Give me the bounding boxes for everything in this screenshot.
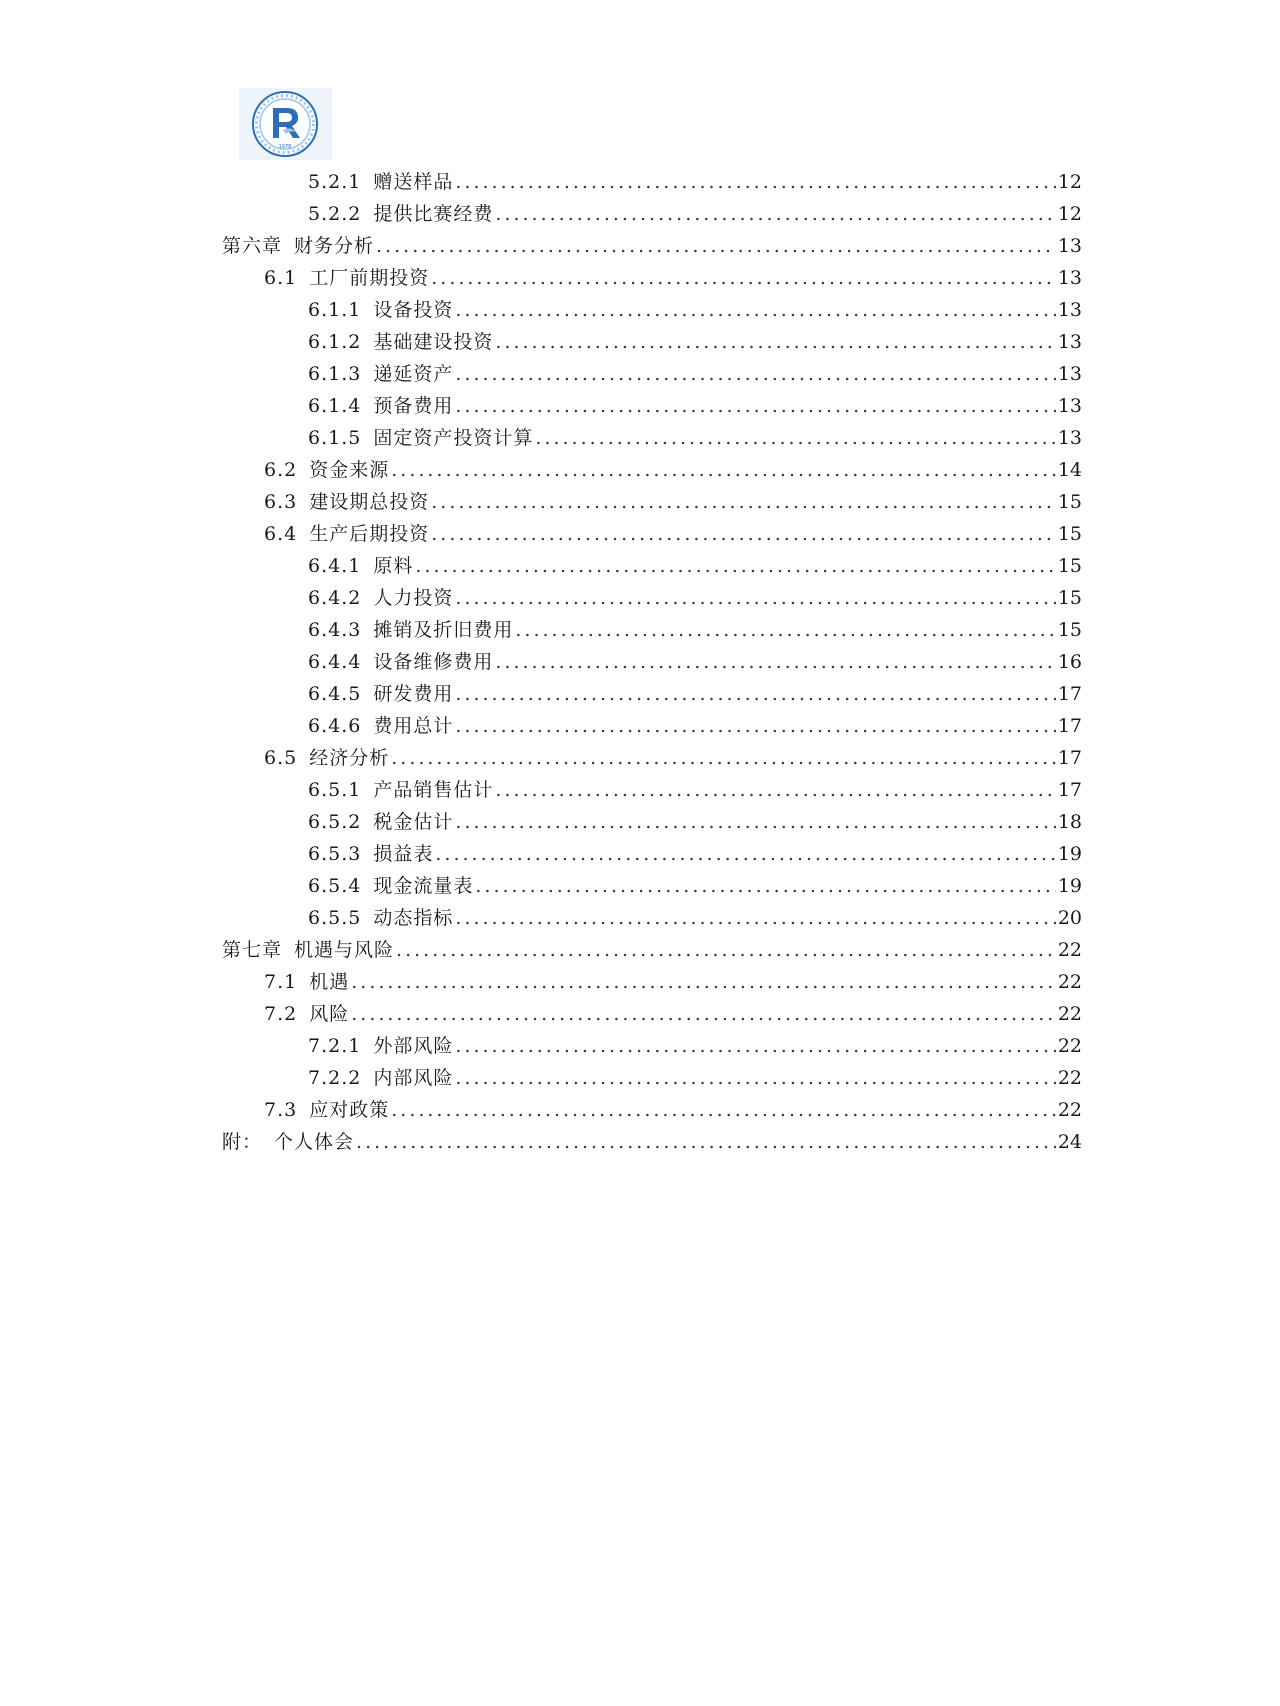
- toc-dot-leader: [376, 230, 1056, 262]
- toc-entry-title: 动态指标: [373, 907, 454, 929]
- toc-entry-title: 研发费用: [373, 683, 454, 705]
- toc-entry-page-number: 13: [1057, 267, 1082, 289]
- toc-entry[interactable]: [222, 262, 1082, 294]
- toc-entry[interactable]: [222, 198, 1082, 230]
- toc-dot-leader: [391, 1094, 1056, 1126]
- university-emblem-icon: [239, 88, 332, 160]
- toc-entry-number: 7.2.1: [308, 1035, 362, 1057]
- toc-entry-number: 7.3: [264, 1099, 298, 1121]
- toc-entry-title: 人力投资: [373, 587, 454, 609]
- toc-dot-leader: [455, 1030, 1055, 1062]
- toc-entry-page-number: 19: [1057, 843, 1082, 865]
- toc-dot-leader: [351, 998, 1056, 1030]
- toc-dot-leader: [455, 710, 1055, 742]
- toc-entry-title: 风险: [309, 1003, 350, 1025]
- toc-entry[interactable]: [222, 934, 1082, 966]
- toc-entry-number: 6.5.4: [308, 875, 362, 897]
- toc-entry-page-number: 22: [1057, 971, 1082, 993]
- toc-entry-title: 机遇与风险: [294, 939, 395, 961]
- toc-entry-title: 经济分析: [309, 747, 390, 769]
- toc-entry-title: 现金流量表: [373, 875, 474, 897]
- toc-entry[interactable]: [222, 518, 1082, 550]
- toc-entry-title: 原料: [373, 555, 414, 577]
- toc-dot-leader: [455, 294, 1055, 326]
- toc-entry-title: 外部风险: [373, 1035, 454, 1057]
- toc-dot-leader: [475, 870, 1055, 902]
- toc-entry[interactable]: [222, 454, 1082, 486]
- toc-dot-leader: [351, 966, 1056, 998]
- svg-text:1978: 1978: [278, 144, 292, 150]
- toc-entry-title: 设备维修费用: [373, 651, 494, 673]
- toc-entry-title: 摊销及折旧费用: [373, 619, 514, 641]
- toc-entry-page-number: 22: [1057, 939, 1082, 961]
- toc-entry[interactable]: [222, 1094, 1082, 1126]
- toc-entry[interactable]: [222, 358, 1082, 390]
- toc-entry-title: 递延资产: [373, 363, 454, 385]
- toc-entry-page-number: 13: [1057, 331, 1082, 353]
- toc-entry-number: 6.1.5: [308, 427, 362, 449]
- toc-dot-leader: [455, 678, 1055, 710]
- toc-entry-number: 6.5.3: [308, 843, 362, 865]
- toc-entry-title: 固定资产投资计算: [373, 427, 534, 449]
- toc-dot-leader: [415, 550, 1055, 582]
- toc-entry-title: 个人体会: [274, 1131, 355, 1153]
- toc-entry-number: 6.3: [264, 491, 298, 513]
- toc-dot-leader: [455, 166, 1055, 198]
- toc-entry-number: 6.4: [264, 523, 298, 545]
- toc-entry-title: 税金估计: [373, 811, 454, 833]
- toc-entry-page-number: 13: [1057, 299, 1082, 321]
- toc-entry-title: 建设期总投资: [309, 491, 430, 513]
- toc-entry-page-number: 13: [1057, 363, 1082, 385]
- toc-entry[interactable]: [222, 1062, 1082, 1094]
- toc-entry-page-number: 14: [1057, 459, 1082, 481]
- toc-entry-number: 7.2: [264, 1003, 298, 1025]
- toc-entry[interactable]: [222, 806, 1082, 838]
- toc-entry-page-number: 22: [1057, 1003, 1082, 1025]
- toc-entry-page-number: 15: [1057, 491, 1082, 513]
- toc-entry-title: 提供比赛经费: [373, 203, 494, 225]
- toc-entry-number: 6.4.3: [308, 619, 362, 641]
- toc-entry-page-number: 12: [1057, 171, 1082, 193]
- toc-entry-number: 第七章: [222, 939, 283, 961]
- toc-entry-page-number: 16: [1057, 651, 1082, 673]
- toc-dot-leader: [495, 646, 1055, 678]
- toc-entry[interactable]: [222, 1030, 1082, 1062]
- toc-entry[interactable]: [222, 838, 1082, 870]
- toc-entry-page-number: 13: [1057, 395, 1082, 417]
- toc-entry-number: 6.4.6: [308, 715, 362, 737]
- toc-dot-leader: [455, 582, 1055, 614]
- toc-entry-page-number: 15: [1057, 523, 1082, 545]
- toc-dot-leader: [431, 262, 1056, 294]
- toc-entry[interactable]: [222, 646, 1082, 678]
- toc-entry-page-number: 13: [1057, 235, 1082, 257]
- toc-entry-page-number: 17: [1057, 747, 1082, 769]
- toc-entry[interactable]: [222, 870, 1082, 902]
- toc-entry[interactable]: [222, 1126, 1082, 1158]
- toc-entry[interactable]: [222, 614, 1082, 646]
- toc-entry-title: 损益表: [373, 843, 434, 865]
- toc-entry-title: 产品销售估计: [373, 779, 494, 801]
- table-of-contents: [222, 166, 1082, 1158]
- toc-dot-leader: [431, 486, 1056, 518]
- toc-entry-number: 6.5.1: [308, 779, 362, 801]
- toc-dot-leader: [495, 774, 1055, 806]
- toc-entry-number: 6.2: [264, 459, 298, 481]
- toc-entry-title: 费用总计: [373, 715, 454, 737]
- toc-dot-leader: [535, 422, 1055, 454]
- toc-entry-number: 第六章: [222, 235, 283, 257]
- toc-entry-number: 6.1.1: [308, 299, 362, 321]
- toc-entry[interactable]: [222, 550, 1082, 582]
- toc-entry[interactable]: [222, 294, 1082, 326]
- toc-entry-page-number: 13: [1057, 427, 1082, 449]
- toc-entry-number: 6.5.5: [308, 907, 362, 929]
- toc-entry[interactable]: [222, 710, 1082, 742]
- toc-entry-page-number: 15: [1057, 619, 1082, 641]
- toc-entry-number: 5.2.1: [308, 171, 362, 193]
- toc-entry-page-number: 22: [1057, 1067, 1082, 1089]
- toc-entry[interactable]: [222, 166, 1082, 198]
- toc-dot-leader: [431, 518, 1056, 550]
- toc-entry-page-number: 22: [1057, 1035, 1082, 1057]
- toc-entry-number: 5.2.2: [308, 203, 362, 225]
- toc-entry-title: 设备投资: [373, 299, 454, 321]
- toc-entry[interactable]: [222, 582, 1082, 614]
- toc-entry-number: 6.4.4: [308, 651, 362, 673]
- toc-entry[interactable]: [222, 230, 1082, 262]
- toc-entry-page-number: 19: [1057, 875, 1082, 897]
- toc-entry[interactable]: [222, 326, 1082, 358]
- toc-entry-title: 生产后期投资: [309, 523, 430, 545]
- toc-entry-number: 7.2.2: [308, 1067, 362, 1089]
- toc-entry-number: 7.1: [264, 971, 298, 993]
- toc-entry-number: 6.4.5: [308, 683, 362, 705]
- toc-dot-leader: [391, 742, 1056, 774]
- toc-entry-page-number: 18: [1057, 811, 1082, 833]
- toc-entry-number: 6.1.4: [308, 395, 362, 417]
- toc-entry-title: 资金来源: [309, 459, 390, 481]
- toc-entry-number: 6.1.2: [308, 331, 362, 353]
- toc-entry[interactable]: [222, 998, 1082, 1030]
- toc-entry[interactable]: [222, 902, 1082, 934]
- toc-entry-number: 附：: [222, 1131, 263, 1153]
- toc-dot-leader: [455, 806, 1055, 838]
- toc-dot-leader: [455, 390, 1055, 422]
- toc-entry-title: 预备费用: [373, 395, 454, 417]
- toc-entry-title: 财务分析: [294, 235, 375, 257]
- toc-entry-page-number: 15: [1057, 555, 1082, 577]
- toc-entry-number: 6.4.1: [308, 555, 362, 577]
- university-logo: [239, 88, 332, 160]
- toc-entry-page-number: 17: [1057, 715, 1082, 737]
- toc-entry[interactable]: [222, 742, 1082, 774]
- toc-entry-title: 机遇: [309, 971, 350, 993]
- toc-entry-number: 6.1.3: [308, 363, 362, 385]
- toc-entry[interactable]: [222, 678, 1082, 710]
- toc-entry-page-number: 17: [1057, 683, 1082, 705]
- toc-entry-page-number: 22: [1057, 1099, 1082, 1121]
- toc-dot-leader: [435, 838, 1055, 870]
- toc-entry-page-number: 24: [1057, 1131, 1082, 1153]
- toc-dot-leader: [495, 326, 1055, 358]
- toc-entry-number: 6.4.2: [308, 587, 362, 609]
- toc-dot-leader: [356, 1126, 1056, 1158]
- toc-dot-leader: [455, 902, 1055, 934]
- toc-entry-number: 6.5.2: [308, 811, 362, 833]
- toc-entry-page-number: 17: [1057, 779, 1082, 801]
- toc-entry[interactable]: [222, 966, 1082, 998]
- toc-entry-number: 6.5: [264, 747, 298, 769]
- toc-entry-title: 应对政策: [309, 1099, 390, 1121]
- toc-entry[interactable]: [222, 422, 1082, 454]
- toc-dot-leader: [391, 454, 1056, 486]
- toc-entry-number: 6.1: [264, 267, 298, 289]
- toc-dot-leader: [455, 358, 1055, 390]
- toc-entry-page-number: 15: [1057, 587, 1082, 609]
- toc-entry[interactable]: [222, 774, 1082, 806]
- toc-entry-title: 工厂前期投资: [309, 267, 430, 289]
- toc-dot-leader: [515, 614, 1055, 646]
- toc-dot-leader: [455, 1062, 1055, 1094]
- toc-dot-leader: [396, 934, 1056, 966]
- toc-dot-leader: [495, 198, 1055, 230]
- toc-entry-page-number: 12: [1057, 203, 1082, 225]
- toc-entry-page-number: 20: [1057, 907, 1082, 929]
- toc-entry-title: 赠送样品: [373, 171, 454, 193]
- toc-entry-title: 基础建设投资: [373, 331, 494, 353]
- toc-entry-title: 内部风险: [373, 1067, 454, 1089]
- toc-entry[interactable]: [222, 390, 1082, 422]
- toc-entry[interactable]: [222, 486, 1082, 518]
